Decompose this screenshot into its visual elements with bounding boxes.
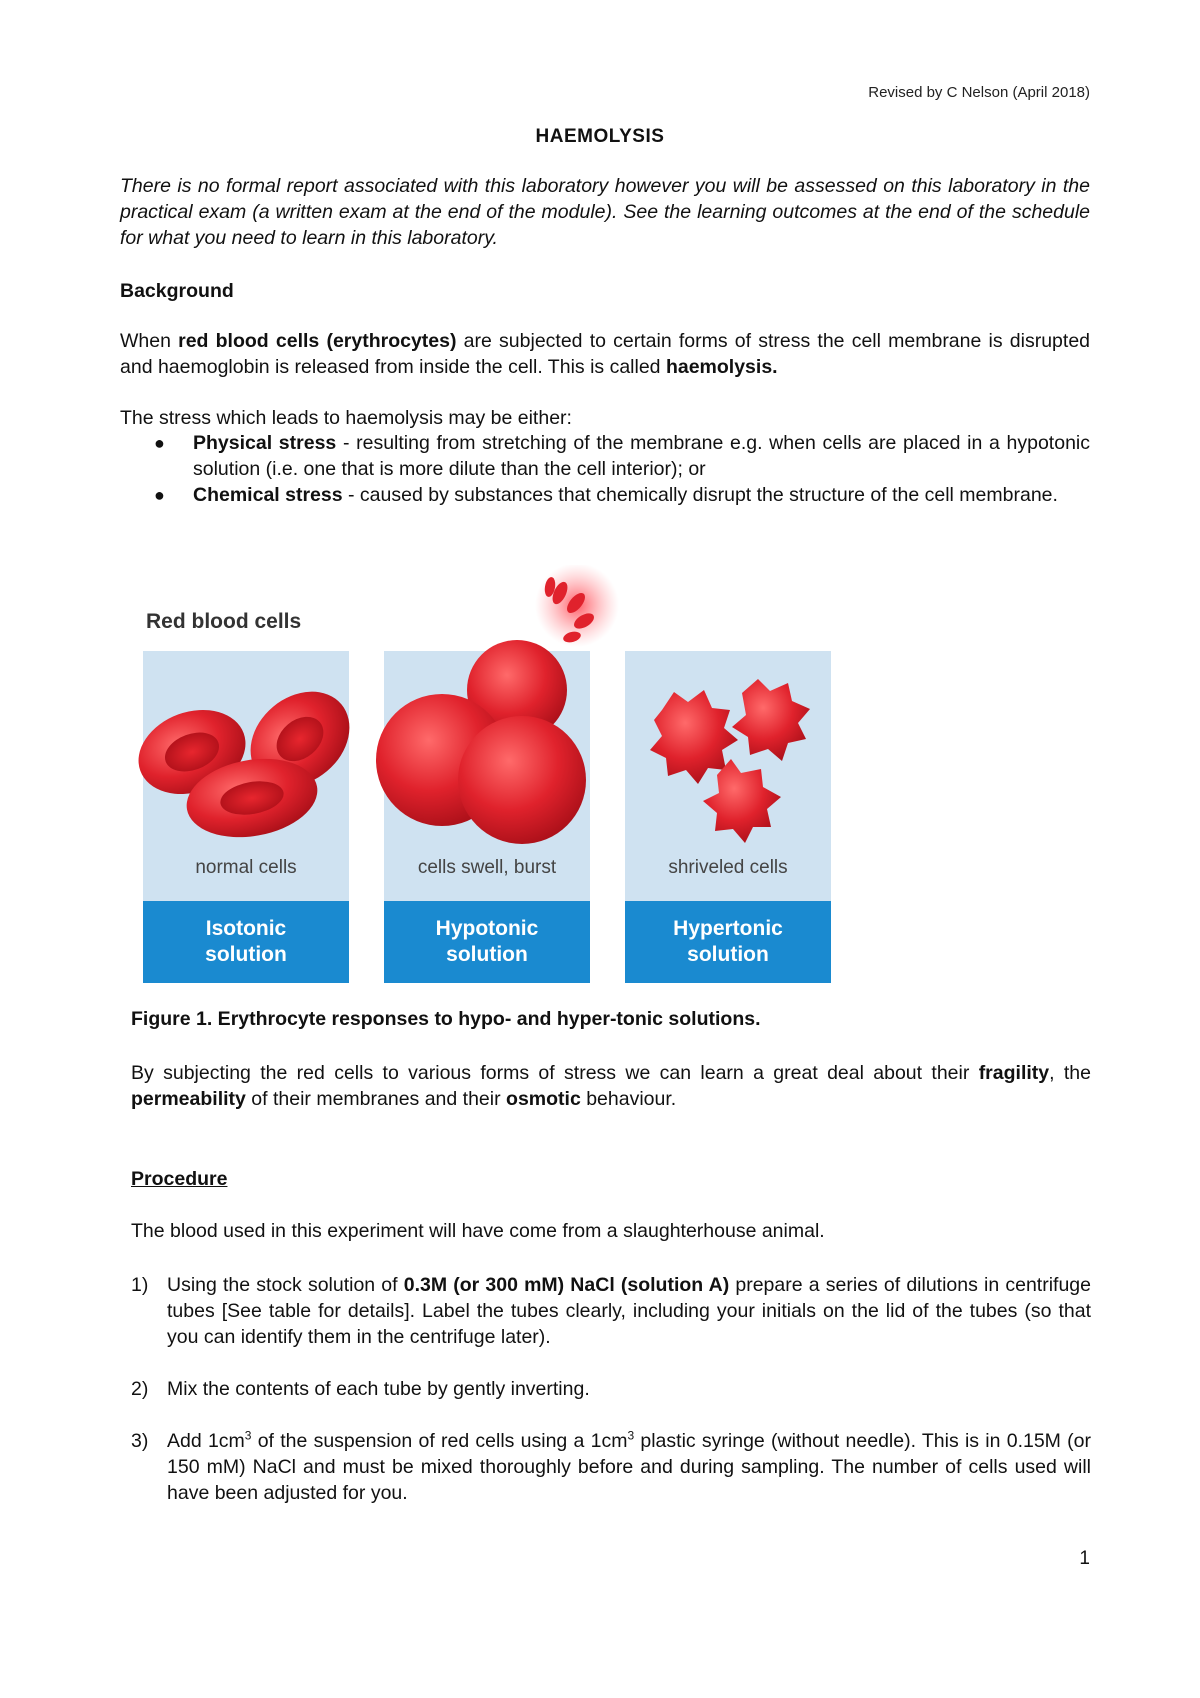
- panel-isotonic: [132, 651, 368, 983]
- figure-caption: Figure 1. Erythrocyte responses to hypo- and hyper-tonic solutions.: [131, 1008, 761, 1030]
- bullet-icon: ●: [154, 485, 165, 505]
- solution-label-line2: solution: [687, 943, 769, 966]
- solution-banner: [384, 901, 590, 983]
- solution-label-line1: Hypertonic: [673, 917, 783, 940]
- solution-label-line2: solution: [205, 943, 287, 966]
- stress-intro: The stress which leads to haemolysis may be either:: [120, 407, 572, 429]
- panel-hypotonic: [376, 565, 619, 983]
- list-item: ● Physical stress - resulting from stretching of the membrane e.g. when cells are placed in a hypotonic solution (i.e. one that is more dilute than the cell interior); or: [154, 432, 1090, 480]
- solution-banner: [625, 901, 831, 983]
- list-item: 2) Mix the contents of each tube by gently inverting.: [131, 1378, 590, 1400]
- solution-label-line2: solution: [446, 943, 528, 966]
- page-number: 1: [1079, 1548, 1090, 1569]
- fragility-paragraph: By subjecting the red cells to various forms of stress we can learn a great deal about their fragility, the permeability of their membranes and their osmotic behaviour.: [131, 1062, 1091, 1110]
- solution-label-line1: Hypotonic: [435, 917, 539, 940]
- term-red-blood-cells: red blood cells (erythrocytes): [178, 330, 457, 352]
- term-haemolysis: haemolysis.: [665, 356, 778, 378]
- procedure-steps: [131, 1272, 1091, 1532]
- solution-label-line1: Isotonic: [205, 917, 287, 940]
- list-item: 3) Add $1cm^3$ of the suspension of red cells using a $1cm^3$ plastic syringe (without needle). This is in 0.15M (or 150 mM) NaCl and must be mixed thoroughly before and during sampling. The number of cells used will have been adjusted for you.: [131, 1428, 1091, 1504]
- revision-header: Revised by C Nelson (April 2018): [868, 84, 1090, 101]
- panel-cell-label: shriveled cells: [668, 857, 788, 878]
- panel-cell-label: cells swell, burst: [417, 857, 557, 878]
- procedure-heading: Procedure: [131, 1168, 228, 1190]
- page-title: HAEMOLYSIS: [535, 126, 665, 147]
- bullet-icon: ●: [154, 433, 165, 453]
- solution-banner: [143, 901, 349, 983]
- intro-paragraph: There is no formal report associated with this laboratory however you will be assessed on this laboratory in the practical exam (a written exam at the end of the module). See the learning outcomes at the end of the schedule for what you need to learn in this laboratory.: [120, 175, 1090, 249]
- background-paragraph: When red blood cells (erythrocytes) are subjected to certain forms of stress the cell membrane is disrupted and haemoglobin is released from inside the cell. This is called haemolysis.: [120, 330, 1091, 378]
- list-item: ● Chemical stress - caused by substances that chemically disrupt the structure of the cell membrane.: [154, 484, 1058, 506]
- list-item: 1) Using the stock solution of 0.3M (or 300 mM) NaCl (solution A) prepare a series of dilutions in centrifuge tubes [See table for details]. Label the tubes clearly, including your initials on the lid of the tubes (so that you can identify them in the centrifuge later).: [131, 1274, 1091, 1348]
- red-blood-cells-figure: [132, 565, 852, 985]
- background-heading: Background: [120, 280, 234, 302]
- procedure-intro: The blood used in this experiment will have come from a slaughterhouse animal.: [131, 1220, 825, 1242]
- figure-heading: Red blood cells: [146, 610, 302, 633]
- panel-hypertonic: [625, 651, 831, 983]
- panel-cell-label: normal cells: [195, 857, 297, 878]
- stress-list: [120, 430, 1090, 508]
